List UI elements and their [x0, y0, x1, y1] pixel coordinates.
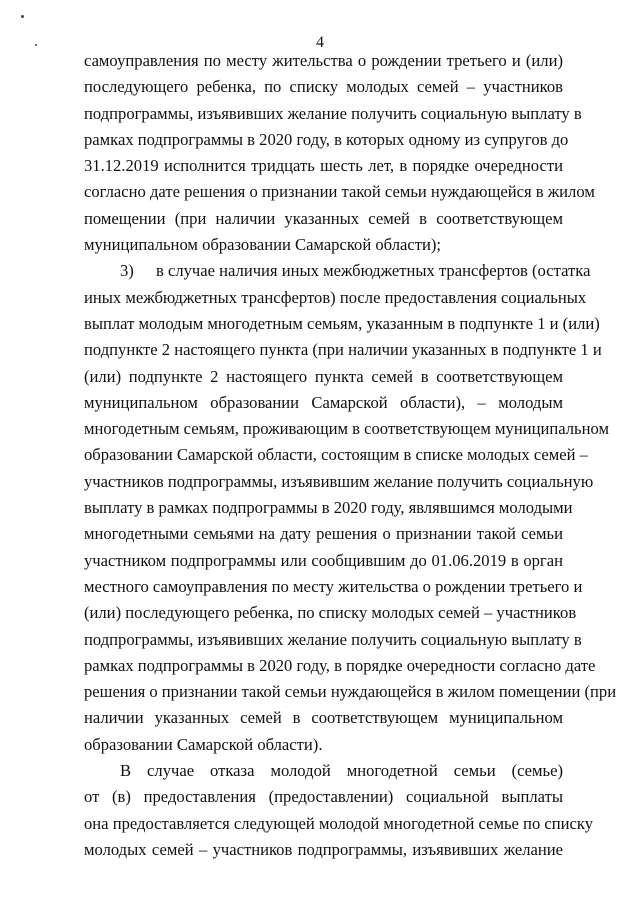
document-body [84, 48, 617, 863]
text-line: иных межбюджетных трансфертов) после предоставления социальных [84, 287, 587, 307]
text-line: образовании Самарской области). [84, 734, 323, 754]
text-line: (или) подпункте 2 настоящего пункта семей в соответствующем [84, 366, 563, 386]
text-line: наличии указанных семей в соответствующем муниципальном [84, 708, 563, 728]
text-line: подпрограммы, изъявивших желание получить социальную выплату в [84, 103, 582, 123]
text-line: самоуправления по месту жительства о рождении третьего и (или) [84, 51, 563, 70]
text-line: решения о признании такой семьи нуждающейся в жилом помещении (при [84, 682, 617, 702]
text-line: участником подпрограммы или сообщившим до 01.06.2019 в орган [84, 550, 563, 570]
text-line: муниципальном образовании Самарской области); [84, 235, 441, 255]
text-line: рамках подпрограммы в 2020 году, в которых одному из супругов до [84, 129, 569, 149]
text-line: подпрограммы, изъявивших желание получить социальную выплату в [84, 629, 582, 649]
text-line: подпункте 2 настоящего пункта (при наличии указанных в подпункте 1 и [84, 340, 602, 360]
text-line: участников подпрограммы, изъявившим желание получить социальную [84, 471, 594, 491]
text-line: от (в) предоставления (предоставлении) социальной выплаты [84, 787, 563, 807]
list-item-number: 3) [120, 261, 134, 281]
text-line: местного самоуправления по месту жительства о рождении третьего и [84, 576, 583, 596]
text-line: в случае наличия иных межбюджетных трансфертов (остатка [156, 261, 591, 281]
list-item-line [84, 258, 591, 284]
text-line: согласно дате решения о признании такой семьи нуждающейся в жилом [84, 182, 595, 202]
text-line: последующего ребенка, по списку молодых семей – участников [84, 77, 563, 97]
text-line: В случае отказа молодой многодетной семьи (семье) [120, 761, 563, 781]
text-line: выплату в рамках подпрограммы в 2020 году, являвшимся молодыми [84, 498, 573, 518]
text-line: помещении (при наличии указанных семей в соответствующем [84, 208, 563, 228]
scan-speck [21, 15, 24, 18]
text-line: молодых семей – участников подпрограммы, изъявивших желание [84, 839, 563, 859]
page-number: 4 [316, 34, 324, 51]
text-line: она предоставляется следующей молодой многодетной семье по списку [84, 813, 594, 833]
text-line: муниципальном образовании Самарской области), – молодым [84, 392, 563, 412]
text-line: многодетным семьям, проживающим в соответствующем муниципальном [84, 419, 609, 439]
text-line: 31.12.2019 исполнится тридцать шесть лет, в порядке очередности [84, 156, 563, 176]
text-line: образовании Самарской области, состоящим в списке молодых семей – [84, 445, 588, 465]
text-line: (или) последующего ребенка, по списку молодых семей – участников [84, 603, 577, 623]
text-line: многодетными семьями на дату решения о признании такой семьи [84, 524, 563, 544]
text-line: рамках подпрограммы в 2020 году, в порядке очередности согласно дате [84, 655, 596, 675]
text-line: выплат молодым многодетным семьям, указанным в подпункте 1 и (или) [84, 313, 600, 333]
